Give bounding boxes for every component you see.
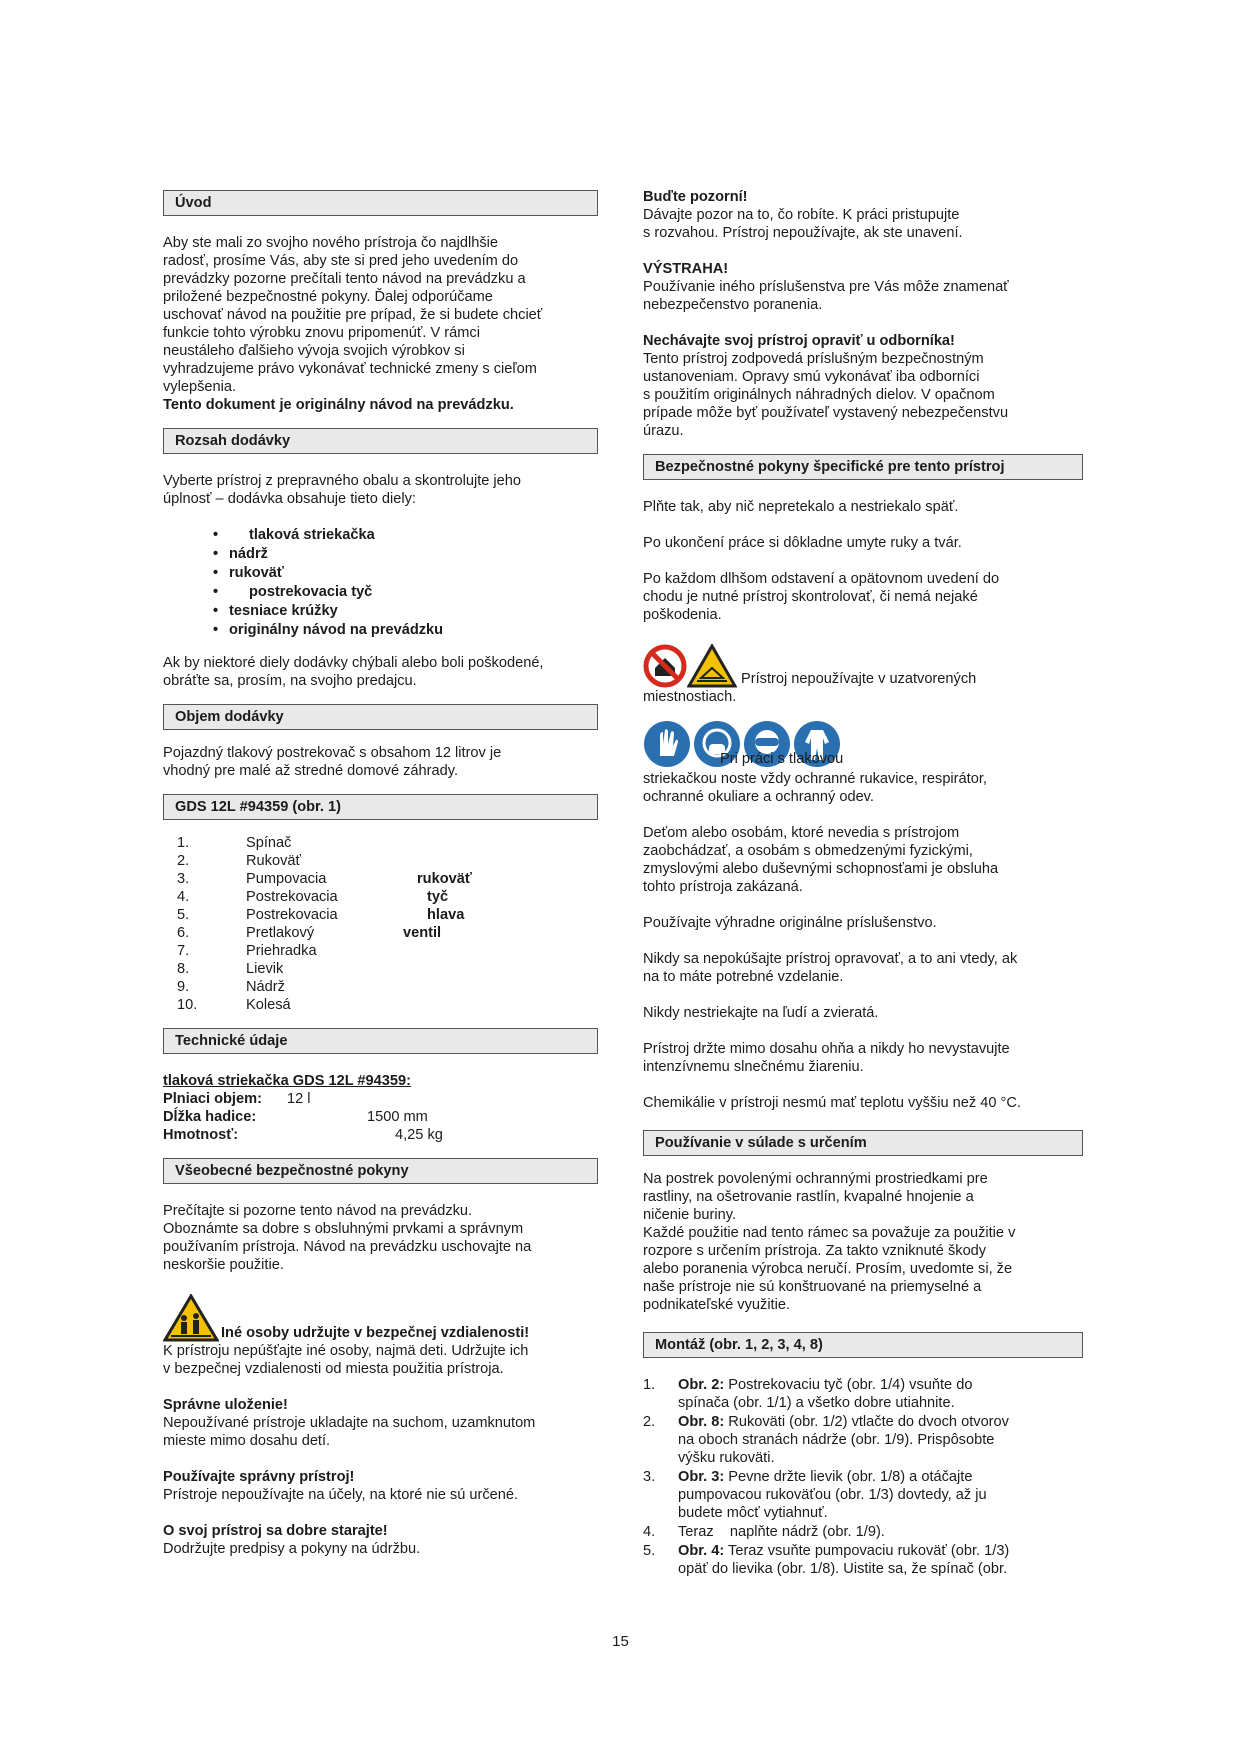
parts-cell-b bbox=[390, 834, 472, 852]
parts-cell-n: 5. bbox=[177, 907, 190, 923]
table-row bbox=[163, 888, 472, 906]
text-line: Po každom dlhšom odstavení a opätovnom uvedení do bbox=[643, 571, 1000, 587]
subheading: O svoj prístroj sa dobre starajte! bbox=[163, 1523, 388, 1539]
text-line: Používajte výhradne originálne príslušenstvo. bbox=[643, 915, 937, 931]
text-line: s použitím originálnych náhradných dielov. V opačnom bbox=[643, 387, 995, 403]
step-text: spínača (obr. 1/1) a všetko dobre utiahnite. bbox=[678, 1395, 955, 1411]
parts-cell-b: tyč bbox=[427, 889, 449, 905]
text-line: naše prístroje nie sú konštruované na priemyselné a bbox=[643, 1279, 982, 1295]
table-row bbox=[163, 870, 472, 888]
text-line: alebo poranenia výrobca neručí. Prosím, uvedomte si, že bbox=[643, 1261, 1013, 1277]
text-line: Prístroj držte mimo dosahu ohňa a nikdy ho nevystavujte bbox=[643, 1041, 1010, 1057]
step-number: 4. bbox=[643, 1524, 656, 1540]
text-line: Prečítajte si pozorne tento návod na prevádzku. bbox=[163, 1203, 473, 1219]
left-column bbox=[163, 190, 598, 1558]
text-line: zmyslovými alebo duševnými schopnosťami je obsluha bbox=[643, 861, 999, 877]
parts-cell-n: 3. bbox=[177, 871, 190, 887]
tech-value: 12 l bbox=[287, 1091, 311, 1107]
section-heading-tech: Technické údaje bbox=[163, 1028, 598, 1054]
text-line: používaním prístroja. Návod na prevádzku uschovajte na bbox=[163, 1239, 532, 1255]
parts-cell-n: 7. bbox=[177, 943, 190, 959]
step-number: 5. bbox=[643, 1543, 656, 1559]
parts-cell-b bbox=[390, 852, 472, 870]
parts-cell-b bbox=[390, 978, 472, 996]
text-line: Po ukončení práce si dôkladne umyte ruky a tvár. bbox=[643, 535, 962, 551]
parts-cell-b bbox=[390, 942, 472, 960]
assembly-steps-list bbox=[643, 1376, 1083, 1578]
parts-cell-a: Lievik bbox=[246, 961, 284, 977]
step-text: na oboch stranách nádrže (obr. 1/9). Prispôsobte bbox=[678, 1432, 995, 1448]
text-line: neskoršie použitie. bbox=[163, 1257, 284, 1273]
text-line: Nikdy sa nepokúšajte prístroj opravovať, a to ani vtedy, ak bbox=[643, 951, 1018, 967]
text-line: Deťom alebo osobám, ktoré nevedia s prístrojom bbox=[643, 825, 960, 841]
text-line: Prístroje nepoužívajte na účely, na ktoré nie sú určené. bbox=[163, 1487, 519, 1503]
list-item bbox=[643, 1523, 1083, 1541]
ppe-icons bbox=[643, 720, 1083, 768]
text-line: Tento prístroj zodpovedá príslušným bezpečnostným bbox=[643, 351, 984, 367]
section-heading-gds: GDS 12L #94359 (obr. 1) bbox=[163, 794, 598, 820]
tech-label: Plniaci objem: bbox=[163, 1091, 262, 1107]
tech-value: 4,25 kg bbox=[395, 1127, 443, 1143]
text-line: úrazu. bbox=[643, 423, 684, 439]
step-figure-ref: Obr. 3: bbox=[678, 1469, 725, 1485]
text-line: prípade môže byť používateľ vystavený nebezpečenstvu bbox=[643, 405, 1009, 421]
text-line: Oboznámte sa dobre s obsluhnými prvkami a správnym bbox=[163, 1221, 524, 1237]
section-heading-montaz: Montáž (obr. 1, 2, 3, 4, 8) bbox=[643, 1332, 1083, 1358]
table-row bbox=[163, 852, 472, 870]
text-line: rastliny, na ošetrovanie rastlín, kvapalné hnojenie a bbox=[643, 1189, 974, 1205]
table-row bbox=[163, 978, 472, 996]
keep-distance-warning bbox=[163, 1294, 598, 1342]
text-line: vylepšenia. bbox=[163, 379, 237, 395]
text-line: neustáleho ďalšieho vývoja svojich výrobkov si bbox=[163, 343, 465, 359]
list-item bbox=[643, 1376, 1083, 1412]
section-heading-rozsah: Rozsah dodávky bbox=[163, 428, 598, 454]
text-line: K prístroju nepúšťajte iné osoby, najmä deti. Udržujte ich bbox=[163, 1343, 529, 1359]
text-line: zaobchádzať, a osobám s obmedzenými fyzickými, bbox=[643, 843, 973, 859]
ppe-icons-row bbox=[643, 720, 1083, 770]
parts-cell-b bbox=[390, 996, 472, 1014]
warning-title: Iné osoby udržujte v bezpečnej vzdialenosti! bbox=[221, 1325, 530, 1341]
parts-cell-b bbox=[390, 960, 472, 978]
step-text: Rukoväti (obr. 1/2) vtlačte do dvoch otvorov bbox=[724, 1414, 1009, 1430]
table-row bbox=[163, 960, 472, 978]
step-text: Teraz naplňte nádrž (obr. 1/9). bbox=[678, 1524, 885, 1540]
parts-cell-n: 1. bbox=[177, 835, 190, 851]
parts-cell-a: Spínač bbox=[246, 835, 292, 851]
text-line: Nikdy nestriekajte na ľudí a zvieratá. bbox=[643, 1005, 879, 1021]
text-line: Aby ste mali zo svojho nového prístroja čo najdlhšie bbox=[163, 235, 499, 251]
step-number: 1. bbox=[643, 1377, 656, 1393]
text-line: striekačkou noste vždy ochranné rukavice, respirátor, bbox=[643, 771, 987, 787]
text-line: Vyberte prístroj z prepravného obalu a skontrolujte jeho bbox=[163, 473, 522, 489]
parts-cell-a: Postrekovacia bbox=[246, 889, 338, 905]
parts-cell-a: Nádrž bbox=[246, 979, 285, 995]
section-heading-objem: Objem dodávky bbox=[163, 704, 598, 730]
tech-table bbox=[163, 1090, 443, 1144]
step-text: Postrekovaciu tyč (obr. 1/4) vsuňte do bbox=[724, 1377, 973, 1393]
text-line: Pri práci s tlakovou bbox=[720, 751, 844, 767]
tech-label: Dĺžka hadice: bbox=[163, 1109, 257, 1125]
table-row bbox=[163, 942, 472, 960]
section-heading-vseob: Všeobecné bezpečnostné pokyny bbox=[163, 1158, 598, 1184]
parts-cell-n: 4. bbox=[177, 889, 190, 905]
parts-cell-n: 10. bbox=[177, 997, 198, 1013]
section-heading-urcenie: Používanie v súlade s určením bbox=[643, 1130, 1083, 1156]
text-line: uschovať návod na použitie pre prípad, že si budete chcieť bbox=[163, 307, 543, 323]
parts-cell-n: 2. bbox=[177, 853, 190, 869]
text-line: poškodenia. bbox=[643, 607, 722, 623]
parts-cell-n: 8. bbox=[177, 961, 190, 977]
text-line: Ak by niektoré diely dodávky chýbali alebo boli poškodené, bbox=[163, 655, 544, 671]
parts-cell-a: Postrekovacia bbox=[246, 907, 338, 923]
subheading: Používajte správny prístroj! bbox=[163, 1469, 355, 1485]
text-line: Na postrek povolenými ochrannými prostriedkami pre bbox=[643, 1171, 988, 1187]
step-text: opäť do lievika (obr. 1/8). Uistite sa, že spínač (obr. bbox=[678, 1561, 1008, 1577]
text-line: na to máte potrebné vzdelanie. bbox=[643, 969, 844, 985]
table-row bbox=[163, 1108, 443, 1126]
text-line: Chemikálie v prístroji nesmú mať teplotu vyššiu než 40 °C. bbox=[643, 1095, 1021, 1111]
text-line: vyhradzujeme právo vykonávať technické zmeny s cieľom bbox=[163, 361, 537, 377]
parts-cell-a: Rukoväť bbox=[246, 853, 301, 869]
step-figure-ref: Obr. 8: bbox=[678, 1414, 725, 1430]
parts-table bbox=[163, 834, 472, 1014]
tech-title: tlaková striekačka GDS 12L #94359: bbox=[163, 1073, 411, 1089]
table-row bbox=[163, 834, 472, 852]
step-figure-ref: Obr. 4: bbox=[678, 1543, 725, 1559]
text-line: Pojazdný tlakový postrekovač s obsahom 12 litrov je bbox=[163, 745, 502, 761]
step-text: pumpovacou rukoväťou (obr. 1/3) dovtedy, až ju bbox=[678, 1487, 987, 1503]
step-text: Teraz vsuňte pumpovaciu rukoväť (obr. 1/3) bbox=[724, 1543, 1010, 1559]
text-line: miestnostiach. bbox=[643, 689, 737, 705]
parts-cell-b: rukoväť bbox=[417, 871, 472, 887]
text-line: podnikateľské využitie. bbox=[643, 1297, 791, 1313]
list-item bbox=[643, 1542, 1083, 1578]
right-column bbox=[643, 188, 1083, 1579]
list-item: • postrekovacia tyč bbox=[213, 583, 598, 602]
tech-label: Hmotnosť: bbox=[163, 1127, 239, 1143]
page-number: 15 bbox=[612, 1633, 629, 1650]
text-line: ochranné okuliare a ochranný odev. bbox=[643, 789, 874, 805]
parts-cell-a: Pumpovacia bbox=[246, 871, 327, 887]
subheading: Správne uloženie! bbox=[163, 1397, 288, 1413]
list-item: • originálny návod na prevádzku bbox=[213, 621, 598, 640]
text-line: s rozvahou. Prístroj nepoužívajte, ak ste unavení. bbox=[643, 225, 963, 241]
list-item: • tlaková striekačka bbox=[213, 526, 598, 545]
text-line: Dávajte pozor na to, čo robíte. K práci pristupujte bbox=[643, 207, 960, 223]
text-line: funkcie tohto výrobku znovu pripomenúť. V rámci bbox=[163, 325, 480, 341]
hazard-warning-icon bbox=[687, 644, 737, 688]
section-heading-uvod: Úvod bbox=[163, 190, 598, 216]
text-line: tohto prístroja zakázaná. bbox=[643, 879, 803, 895]
text-line: mieste mimo dosahu detí. bbox=[163, 1433, 331, 1449]
subheading: VÝSTRAHA! bbox=[643, 261, 729, 277]
table-row bbox=[163, 924, 472, 942]
step-text: Pevne držte lievik (obr. 1/8) a otáčajte bbox=[724, 1469, 973, 1485]
step-text: budete môcť vytiahnuť. bbox=[678, 1505, 828, 1521]
list-item: • tesniace krúžky bbox=[213, 602, 598, 621]
list-item bbox=[643, 1468, 1083, 1522]
tech-value: 1500 mm bbox=[367, 1109, 428, 1125]
text-line: chodu je nutné prístroj skontrolovať, či nemá nejaké bbox=[643, 589, 978, 605]
parts-cell-n: 6. bbox=[177, 925, 190, 941]
list-item: • rukoväť bbox=[213, 564, 598, 583]
text-line: Používanie iného príslušenstva pre Vás môže znamenať bbox=[643, 279, 1009, 295]
warning-persons-icon bbox=[163, 1294, 219, 1342]
subheading: Nechávajte svoj prístroj opraviť u odborníka! bbox=[643, 333, 955, 349]
text-line: obráťte sa, prosím, na svojho predajcu. bbox=[163, 673, 417, 689]
text-line: Nepoužívané prístroje ukladajte na suchom, uzamknutom bbox=[163, 1415, 536, 1431]
text-line: Prístroj nepoužívajte v uzatvorených bbox=[741, 671, 977, 687]
step-number: 3. bbox=[643, 1469, 656, 1485]
text-line: prevádzky pozorne prečítali tento návod na prevádzku a bbox=[163, 271, 526, 287]
text-line: ničenie buriny. bbox=[643, 1207, 737, 1223]
delivery-items-list bbox=[163, 526, 598, 640]
section-heading-spec: Bezpečnostné pokyny špecifické pre tento prístroj bbox=[643, 454, 1083, 480]
text-line: Každé použitie nad tento rámec sa považuje za použitie v bbox=[643, 1225, 1016, 1241]
text-line: nebezpečenstvo poranenia. bbox=[643, 297, 823, 313]
parts-cell-a: Priehradka bbox=[246, 943, 317, 959]
parts-cell-a: Pretlakový bbox=[246, 925, 315, 941]
table-row bbox=[163, 906, 472, 924]
no-enclosed-rooms-row bbox=[643, 644, 1083, 688]
text-line: Plňte tak, aby nič nepretekalo a nestriekalo späť. bbox=[643, 499, 959, 515]
text-line: Dodržujte predpisy a pokyny na údržbu. bbox=[163, 1541, 421, 1557]
text-line: úplnosť – dodávka obsahuje tieto diely: bbox=[163, 491, 416, 507]
table-row bbox=[163, 1126, 443, 1144]
step-number: 2. bbox=[643, 1414, 656, 1430]
text-line: v bezpečnej vzdialenosti od miesta použitia prístroja. bbox=[163, 1361, 504, 1377]
step-figure-ref: Obr. 2: bbox=[678, 1377, 725, 1393]
parts-cell-b: hlava bbox=[427, 907, 465, 923]
parts-cell-a: Kolesá bbox=[246, 997, 291, 1013]
text-line: ustanoveniam. Opravy smú vykonávať iba odborníci bbox=[643, 369, 980, 385]
table-row bbox=[163, 1090, 443, 1108]
text-line: priložené bezpečnostné pokyny. Ďalej odporúčame bbox=[163, 289, 493, 305]
list-item bbox=[643, 1413, 1083, 1467]
list-item: • nádrž bbox=[213, 545, 598, 564]
gloves-icon bbox=[643, 720, 691, 768]
original-manual-note: Tento dokument je originálny návod na prevádzku. bbox=[163, 397, 514, 413]
text-line: intenzívnemu slnečnému žiareniu. bbox=[643, 1059, 864, 1075]
parts-cell-n: 9. bbox=[177, 979, 190, 995]
text-line: vhodný pre malé až stredné domové záhrady. bbox=[163, 763, 459, 779]
step-text: výšku rukoväti. bbox=[678, 1450, 775, 1466]
parts-cell-b: ventil bbox=[403, 925, 442, 941]
table-row bbox=[163, 996, 472, 1014]
no-indoor-use-icon bbox=[643, 644, 687, 688]
text-line: radosť, prosíme Vás, aby ste si pred jeho uvedením do bbox=[163, 253, 519, 269]
uvod-text bbox=[163, 234, 598, 414]
subheading: Buďte pozorní! bbox=[643, 189, 748, 205]
text-line: rozpore s určením prístroja. Za takto vzniknuté škody bbox=[643, 1243, 987, 1259]
